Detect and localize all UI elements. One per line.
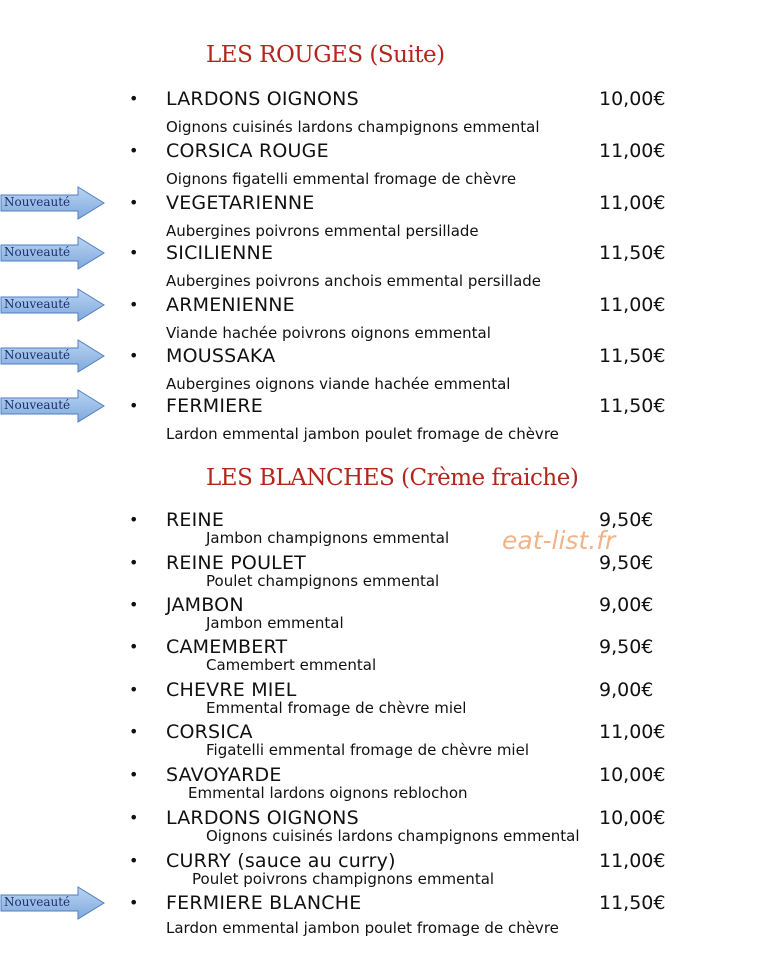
bullet-icon: • xyxy=(129,243,139,262)
section-title-rouges: LES ROUGES (Suite) xyxy=(206,42,445,68)
bullet-icon: • xyxy=(129,595,139,614)
bullet-icon: • xyxy=(129,765,139,784)
menu-item-description: Oignons cuisinés lardons champignons emmental xyxy=(166,118,540,136)
menu-item-description: Aubergines poivrons anchois emmental persillade xyxy=(166,272,542,290)
menu-item-name: REINE xyxy=(166,509,225,531)
menu-item-description: Viande hachée poivrons oignons emmental xyxy=(166,324,491,342)
nouveaute-label: Nouveauté xyxy=(4,895,71,909)
bullet-icon: • xyxy=(129,295,139,314)
menu-item-description: Aubergines oignons viande hachée emmental xyxy=(166,375,511,393)
menu-item-description: Emmental fromage de chèvre miel xyxy=(206,699,467,717)
nouveaute-badge xyxy=(0,389,106,423)
menu-item-price: 11,00€ xyxy=(599,140,666,162)
bullet-icon: • xyxy=(129,893,139,912)
menu-item xyxy=(0,807,766,845)
menu-item xyxy=(0,679,766,717)
menu-item-name: LARDONS OIGNONS xyxy=(166,807,359,829)
menu-item-name: REINE POULET xyxy=(166,552,306,574)
bullet-icon: • xyxy=(129,680,139,699)
nouveaute-label: Nouveauté xyxy=(4,398,71,412)
menu-item-price: 9,50€ xyxy=(599,509,654,531)
menu-item-description: Poulet champignons emmental xyxy=(206,572,440,590)
menu-item xyxy=(0,294,766,342)
menu-item xyxy=(0,721,766,759)
menu-item-name: FERMIERE BLANCHE xyxy=(166,892,362,914)
menu-item-price: 11,00€ xyxy=(599,192,666,214)
menu-item-name: JAMBON xyxy=(166,594,244,616)
nouveaute-badge xyxy=(0,288,106,322)
watermark: eat-list.fr xyxy=(502,526,616,555)
menu-item xyxy=(0,395,766,443)
menu-item xyxy=(0,88,766,136)
nouveaute-badge xyxy=(0,886,106,920)
menu-item-name: MOUSSAKA xyxy=(166,345,276,367)
menu-item xyxy=(0,140,766,188)
menu-item-name: ARMENIENNE xyxy=(166,294,295,316)
menu-item-price: 11,00€ xyxy=(599,850,666,872)
nouveaute-badge xyxy=(0,339,106,373)
bullet-icon: • xyxy=(129,193,139,212)
menu-item-price: 10,00€ xyxy=(599,88,666,110)
nouveaute-badge xyxy=(0,186,106,220)
nouveaute-label: Nouveauté xyxy=(4,297,71,311)
menu-item-name: CURRY (sauce au curry) xyxy=(166,850,396,872)
nouveaute-label: Nouveauté xyxy=(4,195,71,209)
menu-item-price: 11,50€ xyxy=(599,242,666,264)
menu-item-name: CORSICA ROUGE xyxy=(166,140,329,162)
bullet-icon: • xyxy=(129,851,139,870)
nouveaute-label: Nouveauté xyxy=(4,348,71,362)
menu-item-name: LARDONS OIGNONS xyxy=(166,88,359,110)
bullet-icon: • xyxy=(129,396,139,415)
menu-item-price: 9,50€ xyxy=(599,552,654,574)
menu-item-price: 9,00€ xyxy=(599,679,654,701)
bullet-icon: • xyxy=(129,89,139,108)
menu-item-name: FERMIERE xyxy=(166,395,263,417)
menu-item-price: 11,50€ xyxy=(599,345,666,367)
menu-item-price: 9,50€ xyxy=(599,636,654,658)
nouveaute-badge xyxy=(0,236,106,270)
menu-item-name: CORSICA xyxy=(166,721,253,743)
menu-item-name: CHEVRE MIEL xyxy=(166,679,297,701)
bullet-icon: • xyxy=(129,553,139,572)
menu-item-description: Emmental lardons oignons reblochon xyxy=(188,784,468,802)
menu-item-name: VEGETARIENNE xyxy=(166,192,315,214)
menu-item-description: Camembert emmental xyxy=(206,656,377,674)
bullet-icon: • xyxy=(129,808,139,827)
section-title-blanches: LES BLANCHES (Crème fraiche) xyxy=(206,465,579,491)
bullet-icon: • xyxy=(129,346,139,365)
menu-item-price: 9,00€ xyxy=(599,594,654,616)
menu-item-name: SICILIENNE xyxy=(166,242,274,264)
menu-item xyxy=(0,594,766,632)
menu-item-price: 11,50€ xyxy=(599,395,666,417)
menu-item-description: Jambon champignons emmental xyxy=(206,529,450,547)
menu-item-description: Jambon emmental xyxy=(206,614,344,632)
menu-item xyxy=(0,192,766,240)
menu-item xyxy=(0,892,766,937)
menu-item-price: 11,00€ xyxy=(599,721,666,743)
menu-item-description: Oignons cuisinés lardons champignons emmental xyxy=(206,827,580,845)
menu-item xyxy=(0,850,766,888)
menu-item xyxy=(0,345,766,393)
bullet-icon: • xyxy=(129,141,139,160)
menu-item-price: 11,00€ xyxy=(599,294,666,316)
menu-item-price: 11,50€ xyxy=(599,892,666,914)
menu-item-description: Poulet poivrons champignons emmental xyxy=(192,870,495,888)
bullet-icon: • xyxy=(129,510,139,529)
menu-item-name: CAMEMBERT xyxy=(166,636,288,658)
menu-item-description: Lardon emmental jambon poulet fromage de chèvre xyxy=(166,919,559,937)
menu-item xyxy=(0,552,766,590)
menu-item-price: 10,00€ xyxy=(599,807,666,829)
menu-item-description: Aubergines poivrons emmental persillade xyxy=(166,222,479,240)
menu-item-price: 10,00€ xyxy=(599,764,666,786)
nouveaute-label: Nouveauté xyxy=(4,245,71,259)
menu-item-description: Lardon emmental jambon poulet fromage de chèvre xyxy=(166,425,559,443)
menu-item-description: Figatelli emmental fromage de chèvre miel xyxy=(206,741,529,759)
menu-item-description: Oignons figatelli emmental fromage de chèvre xyxy=(166,170,517,188)
menu-item-name: SAVOYARDE xyxy=(166,764,282,786)
bullet-icon: • xyxy=(129,722,139,741)
bullet-icon: • xyxy=(129,637,139,656)
menu-item xyxy=(0,242,766,290)
menu-item xyxy=(0,636,766,674)
menu-item xyxy=(0,764,766,802)
